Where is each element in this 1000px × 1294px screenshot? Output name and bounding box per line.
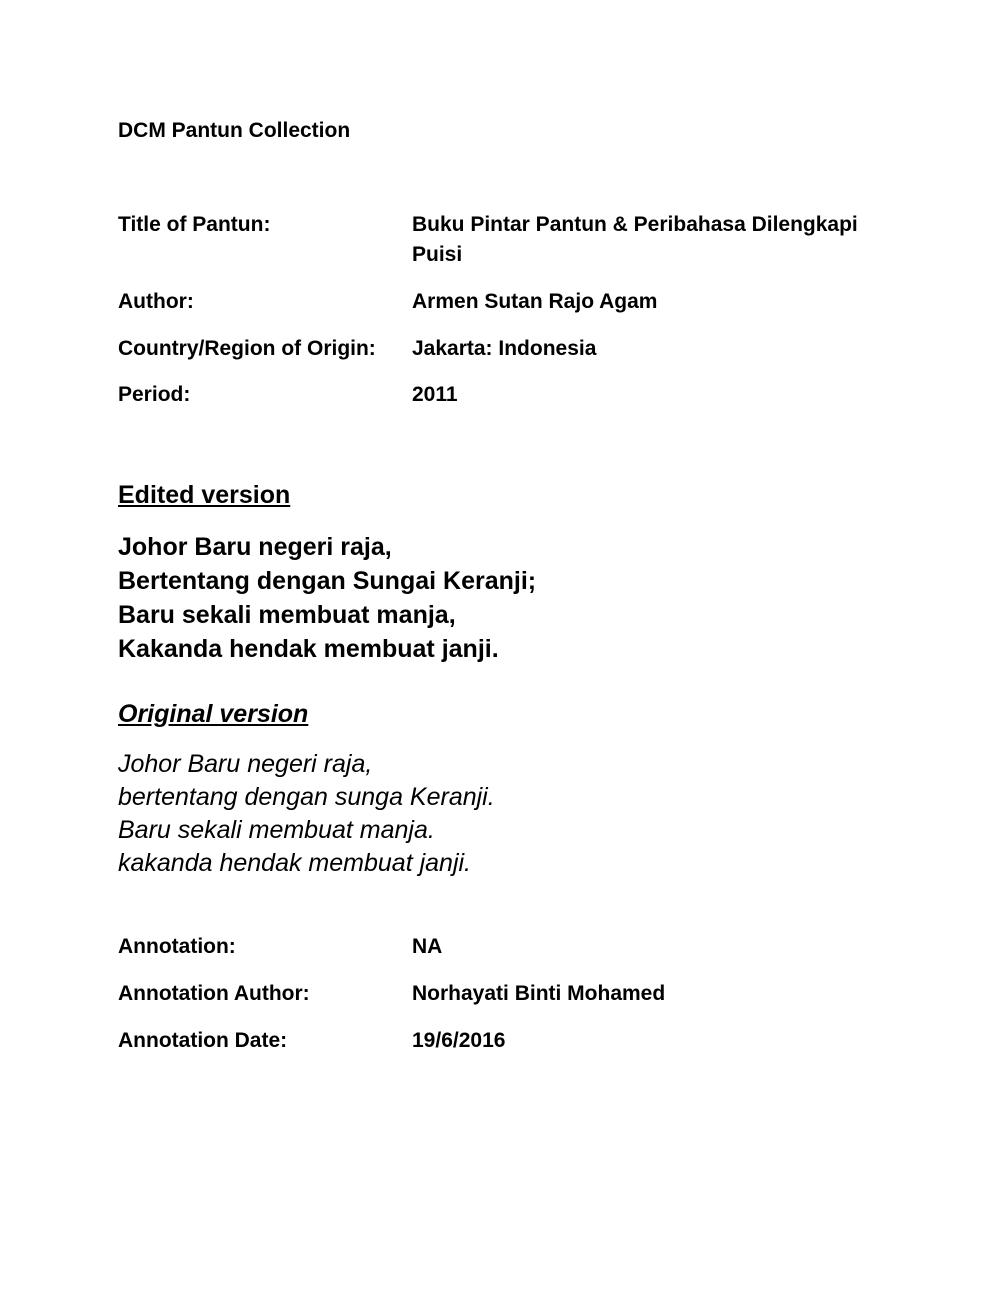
edited-verse xyxy=(118,530,536,666)
meta-label-period: Period: xyxy=(118,383,191,406)
collection-title: DCM Pantun Collection xyxy=(118,119,351,142)
annotation-author-label: Annotation Author: xyxy=(118,982,310,1005)
annotation-date-value: 19/6/2016 xyxy=(412,1029,506,1052)
original-verse-line: Johor Baru negeri raja, xyxy=(118,750,373,778)
original-verse-line: Baru sekali membuat manja. xyxy=(118,816,435,844)
edited-verse-line: Bertentang dengan Sungai Keranji; xyxy=(118,567,537,595)
original-verse xyxy=(118,748,495,880)
original-verse-line: kakanda hendak membuat janji. xyxy=(118,849,472,877)
edited-verse-line: Johor Baru negeri raja, xyxy=(118,533,392,561)
annotation-value: NA xyxy=(412,935,443,958)
meta-value-period: 2011 xyxy=(412,383,458,406)
original-version-heading: Original version xyxy=(118,700,309,728)
annotation-label: Annotation: xyxy=(118,935,236,958)
meta-value-author: Armen Sutan Rajo Agam xyxy=(412,290,658,313)
edited-verse-line: Kakanda hendak membuat janji. xyxy=(118,635,499,663)
annotation-author-value: Norhayati Binti Mohamed xyxy=(412,982,666,1005)
meta-value-title: Buku Pintar Pantun & Peribahasa Dilengkapi Puisi xyxy=(412,213,858,266)
meta-label-author: Author: xyxy=(118,290,194,313)
edited-verse-line: Baru sekali membuat manja, xyxy=(118,601,456,629)
meta-label-title: Title of Pantun: xyxy=(118,213,271,236)
annotation-date-label: Annotation Date: xyxy=(118,1029,288,1052)
original-verse-line: bertentang dengan sunga Keranji. xyxy=(118,783,495,811)
meta-value-origin: Jakarta: Indonesia xyxy=(412,337,597,360)
meta-label-origin: Country/Region of Origin: xyxy=(118,337,376,360)
edited-version-heading: Edited version xyxy=(118,481,291,509)
